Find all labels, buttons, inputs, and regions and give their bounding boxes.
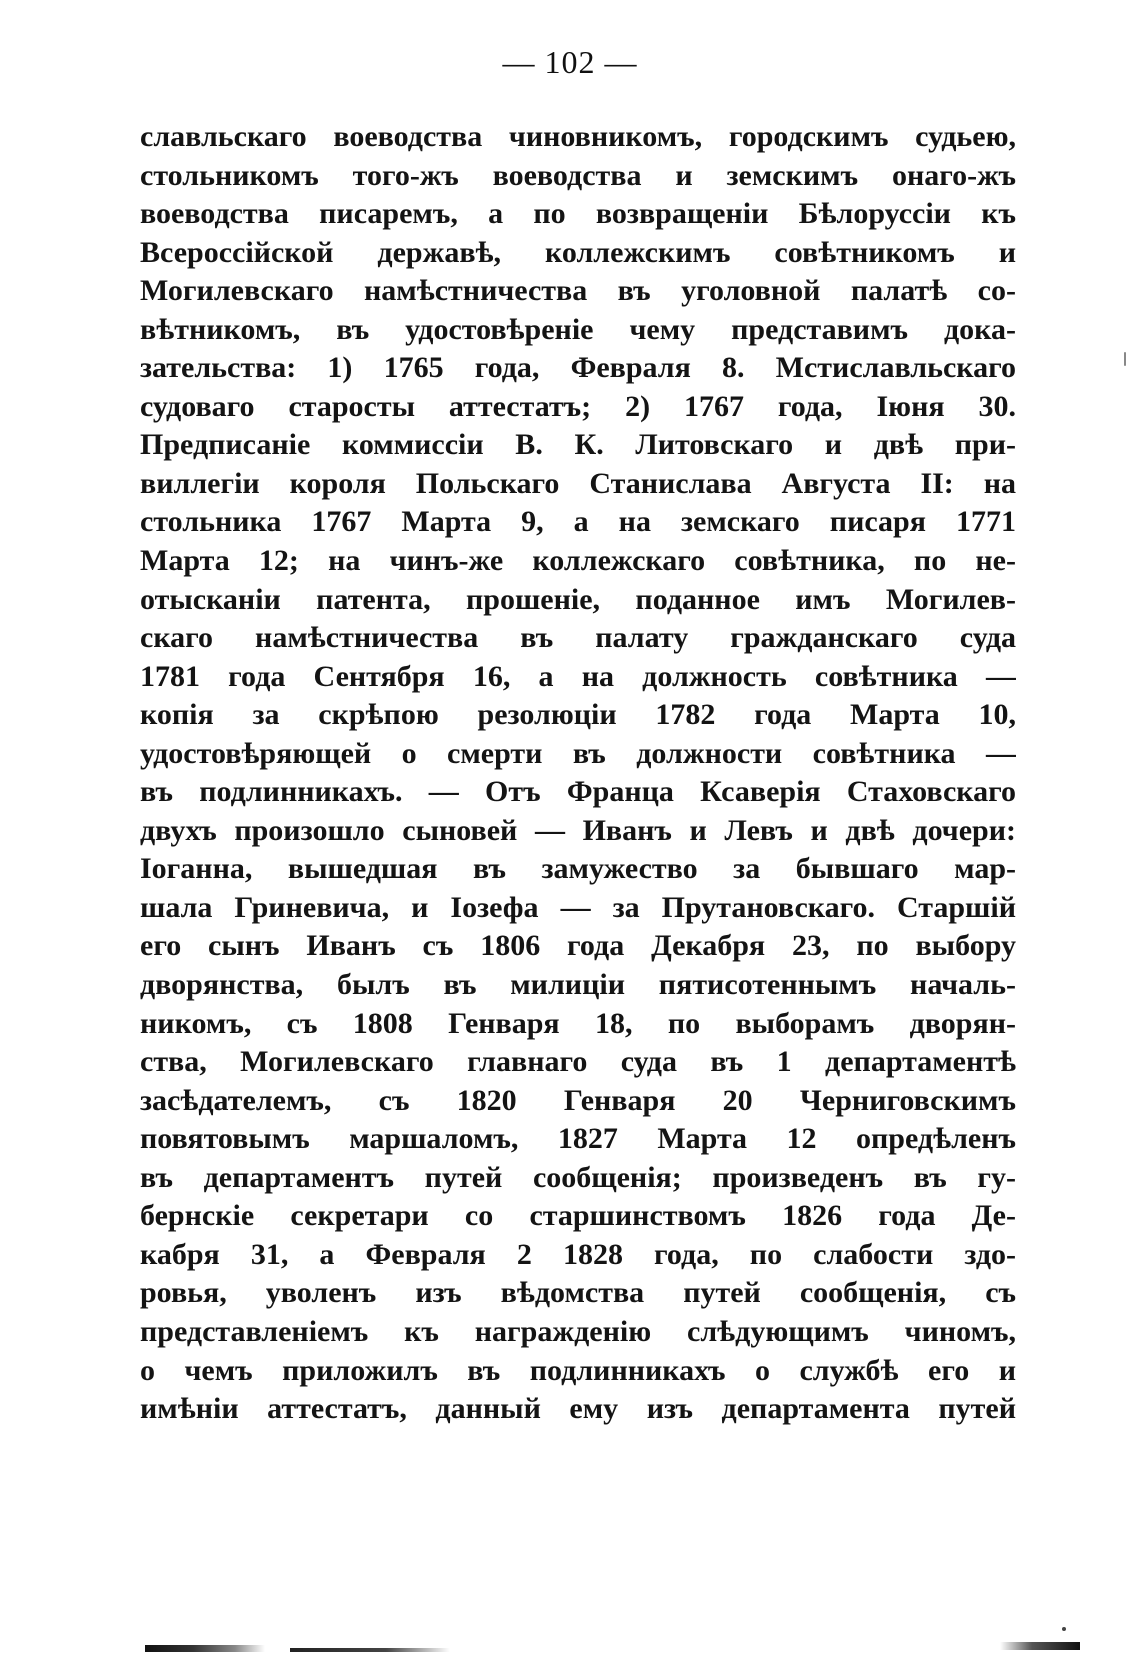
text-line: Всероссійской державѣ, коллежскимъ совѣтникомъ и — [140, 235, 1016, 269]
scan-speck — [1124, 352, 1126, 366]
text-line: шала Гриневича, и Іозефа — за Прутановскаго. Старшій — [140, 890, 1016, 924]
text-line: Іоганна, вышедшая въ замужество за бывшаго мар- — [140, 852, 1016, 886]
text-line: стольника 1767 Марта 9, а на земскаго писаря 1771 — [140, 505, 1016, 539]
text-line: ровья, уволенъ изъ вѣдомства путей сообщенія, съ — [140, 1276, 1016, 1310]
scan-artifact — [290, 1648, 450, 1652]
scan-artifact — [1000, 1642, 1080, 1650]
text-line: никомъ, съ 1808 Генваря 18, по выборамъ дворян- — [140, 1006, 1016, 1040]
text-line: Марта 12; на чинъ-же коллежскаго совѣтника, по не- — [140, 544, 1016, 578]
text-line: о чемъ приложилъ въ подлинникахъ о службѣ его и — [140, 1353, 1016, 1387]
text-line: ства, Могилевскаго главнаго суда въ 1 департаментѣ — [140, 1045, 1016, 1079]
text-line: кабря 31, а Февраля 2 1828 года, по слабости здо- — [140, 1237, 1016, 1271]
text-line: двухъ произошло сыновей — Иванъ и Левъ и двѣ дочери: — [140, 813, 1016, 847]
scan-speck — [1062, 1627, 1066, 1631]
text-line: бернскіе секретари со старшинствомъ 1826 года Де- — [140, 1199, 1016, 1233]
scan-artifact — [145, 1645, 265, 1652]
text-line: дворянства, былъ въ милиціи пятисотеннымъ началь- — [140, 968, 1016, 1002]
text-line: стольникомъ того-жъ воеводства и земскимъ онаго-жъ — [140, 158, 1016, 192]
text-line: повятовымъ маршаломъ, 1827 Марта 12 опредѣленъ — [140, 1122, 1016, 1156]
text-line: судоваго старосты аттестатъ; 2) 1767 года, Іюня 30. — [140, 389, 1016, 423]
body-text — [140, 118, 1016, 1429]
text-line: имѣніи аттестатъ, данный ему изъ департамента путей — [140, 1392, 1016, 1426]
text-line: вѣтникомъ, въ удостовѣреніе чему представимъ дока- — [140, 312, 1016, 346]
text-line: въ департаментъ путей сообщенія; произведенъ въ гу- — [140, 1160, 1016, 1194]
text-line: засѣдателемъ, съ 1820 Генваря 20 Черниговскимъ — [140, 1083, 1016, 1117]
text-line: представленіемъ къ награжденію слѣдующимъ чиномъ, — [140, 1314, 1016, 1348]
text-line: въ подлинникахъ. — Отъ Франца Ксаверія Стаховскаго — [140, 775, 1016, 809]
text-line: воеводства писаремъ, а по возвращеніи Бѣлоруссіи къ — [140, 197, 1016, 231]
text-line: Предписаніе коммиссіи В. К. Литовскаго и двѣ при- — [140, 428, 1016, 462]
text-line: славльскаго воеводства чиновникомъ, городскимъ судьею, — [140, 120, 1016, 153]
text-line: 1781 года Сентября 16, а на должность совѣтника — — [140, 659, 1016, 693]
page-number: — 102 — — [502, 44, 638, 80]
text-line: отысканіи патента, прошеніе, поданное имъ Могилев- — [140, 582, 1016, 616]
text-line: Могилевскаго намѣстничества въ уголовной палатѣ со- — [140, 274, 1016, 308]
text-line: копія за скрѣпою резолюціи 1782 года Марта 10, — [140, 698, 1016, 732]
text-line: его сынъ Иванъ съ 1806 года Декабря 23, по выбору — [140, 929, 1016, 963]
text-line: удостовѣряющей о смерти въ должности совѣтника — — [140, 736, 1016, 770]
text-line: виллегіи короля Польскаго Станислава Августа II: на — [140, 466, 1016, 500]
text-line: зательства: 1) 1765 года, Февраля 8. Мстиславльскаго — [140, 351, 1016, 385]
text-line: скаго намѣстничества въ палату гражданскаго суда — [140, 621, 1016, 655]
